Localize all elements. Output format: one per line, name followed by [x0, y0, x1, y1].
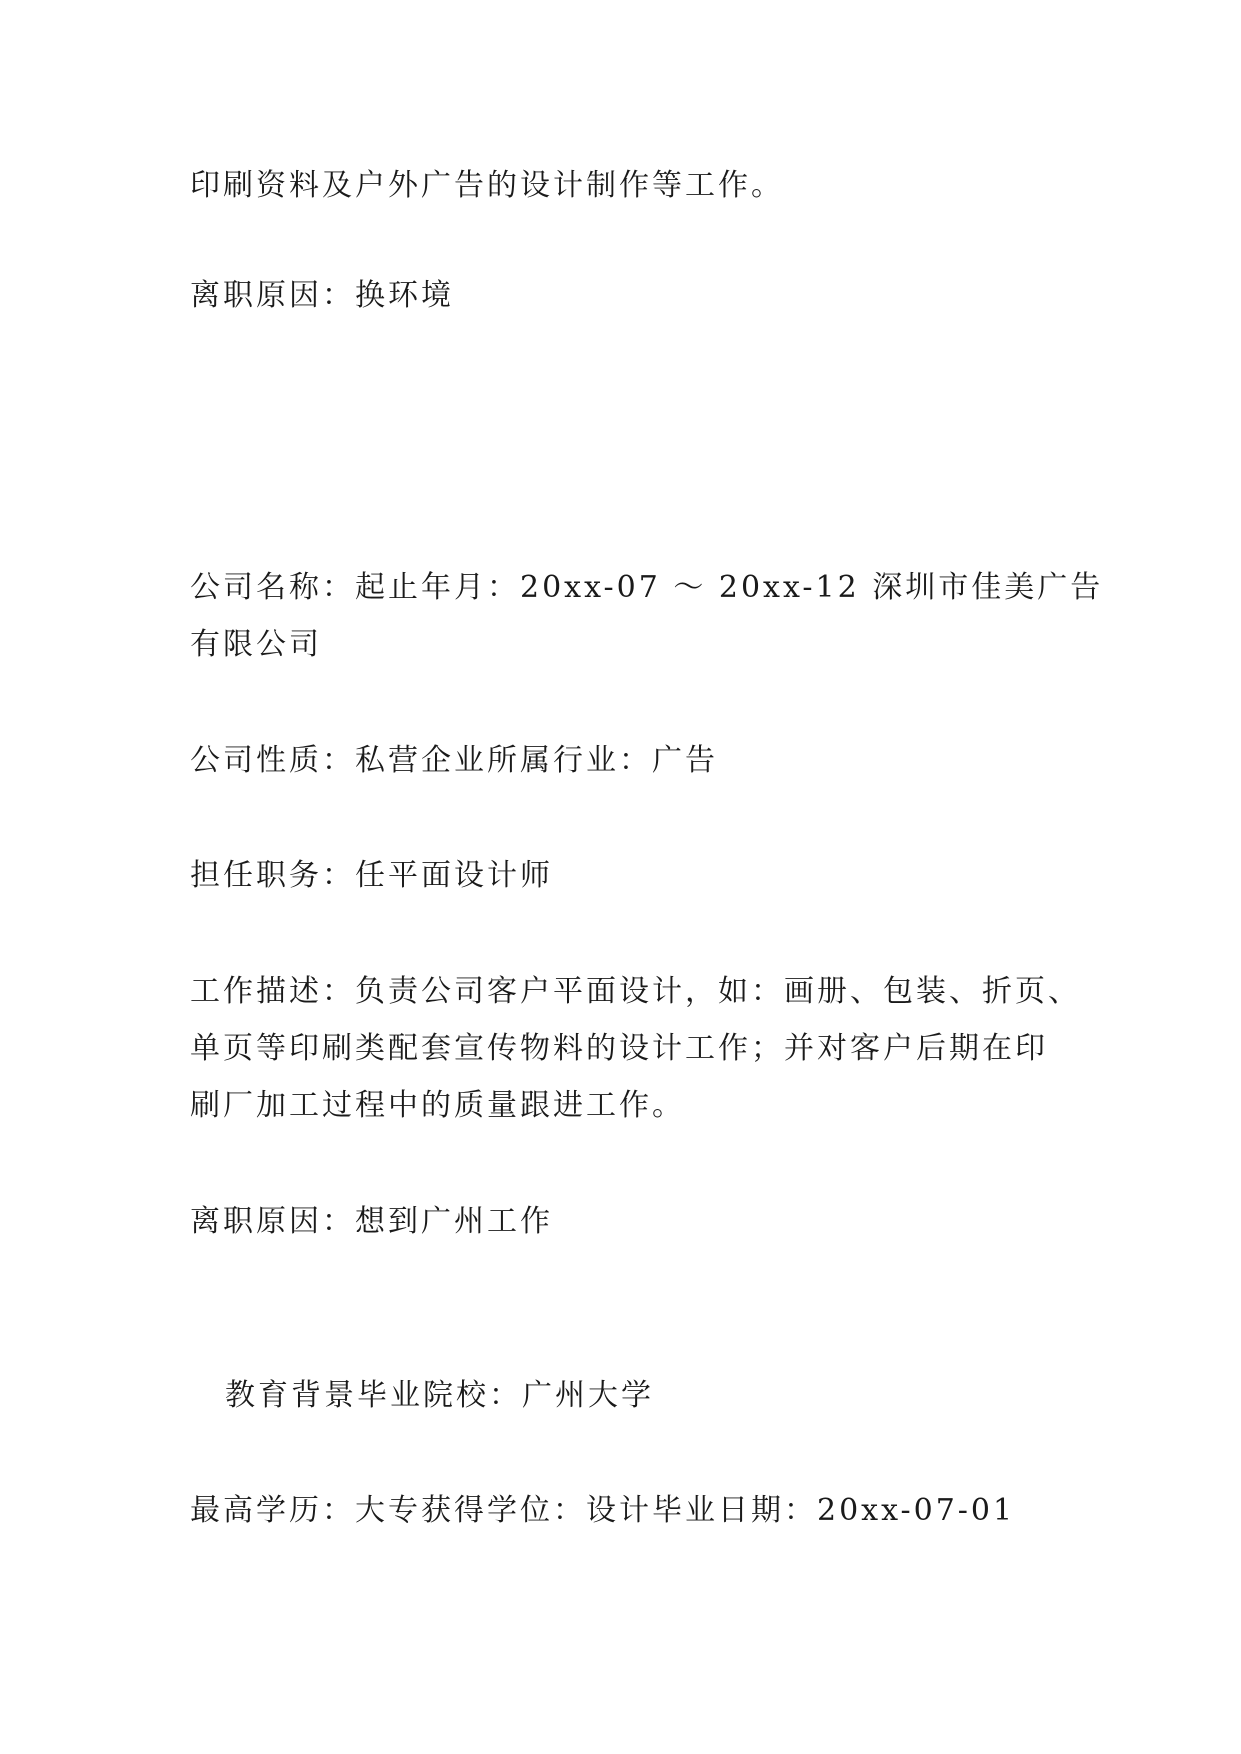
position-held: 担任职务：任平面设计师	[190, 858, 553, 893]
job-description-line-1: 工作描述：负责公司客户平面设计，如：画册、包装、折页、	[190, 974, 1081, 1009]
education-details: 最高学历：大专获得学位：设计毕业日期：20xx-07-01	[190, 1493, 1016, 1528]
education-header: 教育背景毕业院校：广州大学	[225, 1378, 654, 1413]
leave-reason-previous: 离职原因：换环境	[190, 278, 454, 313]
job-description-line-3: 刷厂加工过程中的质量跟进工作。	[190, 1088, 685, 1123]
job-description-line-2: 单页等印刷类配套宣传物料的设计工作；并对客户后期在印	[190, 1031, 1048, 1066]
leave-reason: 离职原因：想到广州工作	[190, 1204, 553, 1239]
work-description-continuation: 印刷资料及户外广告的设计制作等工作。	[190, 168, 784, 203]
company-name-line-1: 公司名称：起止年月：20xx-07 ～ 20xx-12 深圳市佳美广告	[190, 570, 1104, 605]
company-nature: 公司性质：私营企业所属行业：广告	[190, 743, 718, 778]
company-name-line-2: 有限公司	[190, 627, 322, 662]
